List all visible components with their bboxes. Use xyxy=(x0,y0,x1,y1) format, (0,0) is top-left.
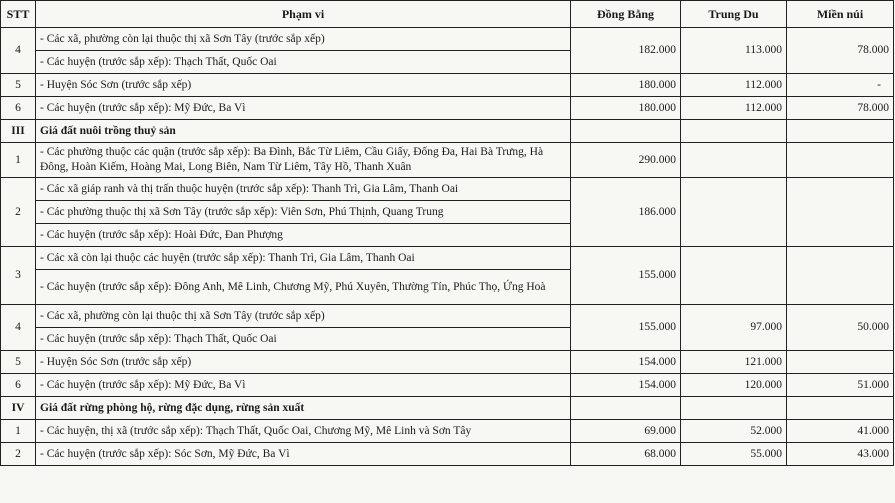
row-plains: 155.000 xyxy=(571,247,681,305)
row-midlands: 52.000 xyxy=(681,420,787,443)
row-stt: 5 xyxy=(1,74,36,97)
row-plains: 290.000 xyxy=(571,143,681,178)
row-stt: 3 xyxy=(1,247,36,305)
row-scope: - Các huyện (trước sắp xếp): Đông Anh, Mê Linh, Chương Mỹ, Phú Xuyên, Thường Tín, Phúc Thọ, Ứng Hoà xyxy=(36,270,571,305)
row-scope: - Các huyện, thị xã (trước sắp xếp): Thạch Thất, Quốc Oai, Chương Mỹ, Mê Linh và Sơn Tây xyxy=(36,420,571,443)
row-scope: - Các huyện (trước sắp xếp): Thạch Thất, Quốc Oai xyxy=(36,328,571,351)
header-scope: Phạm vi xyxy=(36,1,571,28)
header-stt: STT xyxy=(1,1,36,28)
row-scope: - Huyện Sóc Sơn (trước sắp xếp) xyxy=(36,74,571,97)
row-stt: 6 xyxy=(1,374,36,397)
row-scope: - Các xã, phường còn lại thuộc thị xã Sơn Tây (trước sắp xếp) xyxy=(36,305,571,328)
section-title: Giá đất nuôi trồng thuỷ sản xyxy=(36,120,571,143)
row-midlands: 121.000 xyxy=(681,351,787,374)
row-scope: - Huyện Sóc Sơn (trước sắp xếp) xyxy=(36,351,571,374)
row-mountains xyxy=(787,351,894,374)
table-row xyxy=(1,74,894,97)
row-midlands xyxy=(681,178,787,247)
row-mountains: 78.000 xyxy=(787,97,894,120)
header-mountains: Miền núi xyxy=(787,1,894,28)
table-row xyxy=(1,178,894,201)
row-stt: 2 xyxy=(1,178,36,247)
row-mountains: 78.000 xyxy=(787,28,894,74)
row-plains: 154.000 xyxy=(571,374,681,397)
row-plains: 180.000 xyxy=(571,97,681,120)
row-midlands: 112.000 xyxy=(681,74,787,97)
section-number: III xyxy=(1,120,36,143)
row-stt: 5 xyxy=(1,351,36,374)
row-plains: 69.000 xyxy=(571,420,681,443)
row-scope: - Các huyện (trước sắp xếp): Hoài Đức, Đan Phượng xyxy=(36,224,571,247)
row-stt: 2 xyxy=(1,443,36,466)
section-number: IV xyxy=(1,397,36,420)
row-mountains: 41.000 xyxy=(787,420,894,443)
row-stt: 1 xyxy=(1,420,36,443)
row-mountains xyxy=(787,178,894,247)
table-row xyxy=(1,247,894,270)
header-plains: Đồng Bằng xyxy=(571,1,681,28)
table-row xyxy=(1,28,894,51)
row-plains: 155.000 xyxy=(571,305,681,351)
row-mountains: 50.000 xyxy=(787,305,894,351)
row-stt: 4 xyxy=(1,28,36,74)
table-row xyxy=(1,351,894,374)
row-scope: - Các xã giáp ranh và thị trấn thuộc huyện (trước sắp xếp): Thanh Trì, Gia Lâm, Thanh Oai xyxy=(36,178,571,201)
row-midlands: 113.000 xyxy=(681,28,787,74)
row-plains: 180.000 xyxy=(571,74,681,97)
row-plains: 68.000 xyxy=(571,443,681,466)
row-scope: - Các xã còn lại thuộc các huyện (trước sắp xếp): Thanh Trì, Gia Lâm, Thanh Oai xyxy=(36,247,571,270)
header-midlands: Trung Du xyxy=(681,1,787,28)
row-midlands: 97.000 xyxy=(681,305,787,351)
table-row xyxy=(1,143,894,178)
table-row xyxy=(1,374,894,397)
section-row xyxy=(1,120,894,143)
row-scope: - Các phường thuộc các quận (trước sắp xếp): Ba Đình, Bắc Từ Liêm, Cầu Giấy, Đống Đa, Hai Bà Trưng, Hà Đông, Hoàn Kiếm, Hoàng Mai, Long Biên, Nam Từ Liêm, Tây Hồ, Thanh Xuân xyxy=(36,143,571,178)
section-row xyxy=(1,397,894,420)
row-stt: 1 xyxy=(1,143,36,178)
row-mountains: 51.000 xyxy=(787,374,894,397)
row-scope: - Các huyện (trước sắp xếp): Mỹ Đức, Ba Vì xyxy=(36,374,571,397)
row-plains: 186.000 xyxy=(571,178,681,247)
row-stt: 4 xyxy=(1,305,36,351)
row-mountains: 43.000 xyxy=(787,443,894,466)
row-midlands xyxy=(681,247,787,305)
header-row xyxy=(1,1,894,28)
row-midlands: 112.000 xyxy=(681,97,787,120)
table-row xyxy=(1,420,894,443)
row-plains: 154.000 xyxy=(571,351,681,374)
row-scope: - Các huyện (trước sắp xếp): Thạch Thất, Quốc Oai xyxy=(36,51,571,74)
row-scope: - Các huyện (trước sắp xếp): Mỹ Đức, Ba Vì xyxy=(36,97,571,120)
table-row xyxy=(1,443,894,466)
table-row xyxy=(1,97,894,120)
row-mountains xyxy=(787,143,894,178)
row-scope: - Các phường thuộc thị xã Sơn Tây (trước sắp xếp): Viên Sơn, Phú Thịnh, Quang Trung xyxy=(36,201,571,224)
row-plains: 182.000 xyxy=(571,28,681,74)
row-stt: 6 xyxy=(1,97,36,120)
section-title: Giá đất rừng phòng hộ, rừng đặc dụng, rừng sản xuất xyxy=(36,397,571,420)
row-mountains: - xyxy=(787,74,894,97)
row-scope: - Các xã, phường còn lại thuộc thị xã Sơn Tây (trước sắp xếp) xyxy=(36,28,571,51)
row-midlands xyxy=(681,143,787,178)
row-midlands: 120.000 xyxy=(681,374,787,397)
table-row xyxy=(1,305,894,328)
row-midlands: 55.000 xyxy=(681,443,787,466)
row-mountains xyxy=(787,247,894,305)
row-scope: - Các huyện (trước sắp xếp): Sóc Sơn, Mỹ Đức, Ba Vì xyxy=(36,443,571,466)
